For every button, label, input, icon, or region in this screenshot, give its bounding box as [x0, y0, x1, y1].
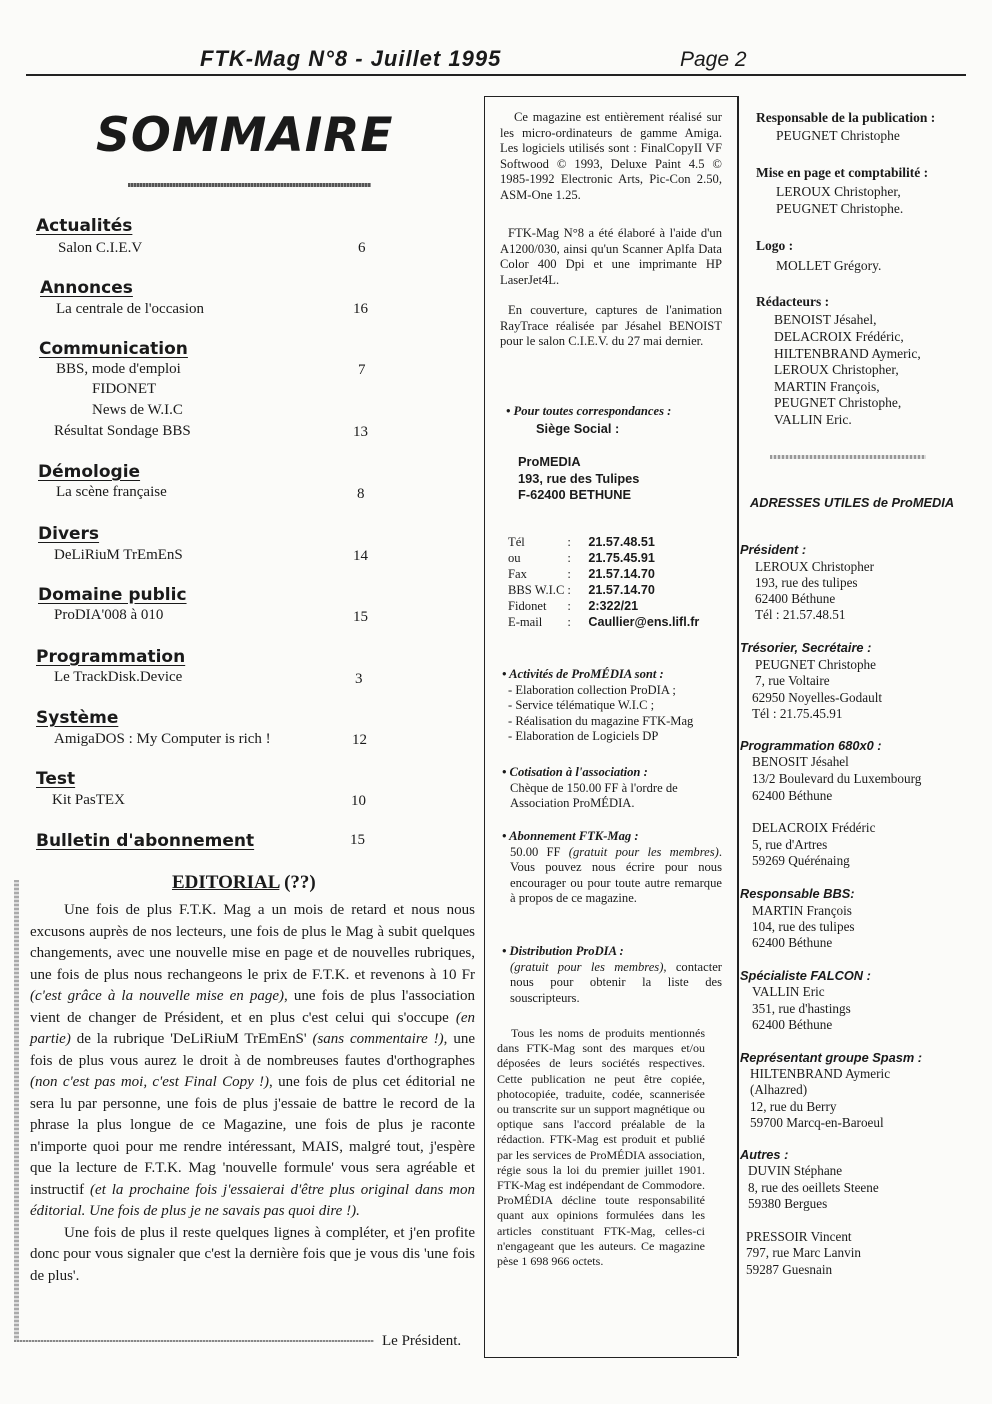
email-link: Caullier@ens.lifl.fr: [588, 615, 700, 629]
toc-page: 14: [353, 548, 368, 564]
credit-name: HILTENBRAND Aymeric,: [774, 346, 921, 361]
credit-name: BENOIST Jésahel,: [774, 312, 877, 327]
role-line: 7, rue Voltaire: [755, 673, 830, 688]
credit-label: Logo :: [756, 238, 794, 253]
toc-section-title: Actualités: [36, 216, 133, 236]
role-line: 62400 Béthune: [752, 1017, 833, 1032]
editorial-paragraph: Une fois de plus F.T.K. Mag a un mois de retard et nous nous excusons auprès de nos lecteurs, une fois de plus le Mag à subit quelques changements, avec une nouvelle mise en page et de nouvelles rubriques, une fois de plus nous rechangeons le prix de F.T.K. et revenons à 10 Fr (c'est grâce à la nouvelle mise en page), une fois de plus l'association vient de changer de Président, et en plus c'est celui qui s'occupe (en partie) de la rubrique 'DeLiRiuM TrEmEnS' (sans commentaire !), une fois de plus vous aurez le droit à de nombreuses fautes d'orthographes (non c'est pas moi, c'est Final Copy !), une fois de plus cet éditorial ne sera lu par personne, une fois de plus j'essaie de battre le record de la phrase la plus longue de ce Magazine, une fois de plus je raconte n'importe quoi pour me rendre intéressant, MAIS, malgré tout, j'espère que la lecture de F.T.K. Mag 'nouvelle formule' vous sera agréable et instructif (et la prochaine fois j'essaierai d'être plus original dans mon éditorial. Une fois de plus je ne savais pas quoi dire !).: [30, 902, 475, 1219]
credit-label: Rédacteurs :: [756, 294, 830, 309]
colophon-intro: Ce magazine est entièrement réalisé sur les micro-ordinateurs de gamme Amiga. Les logiciels utilisés sont : FinalCopyII VF Softwood © 1993, Deluxe Paint 4.5 © 1985-1992 Electronic Arts, Pic-Con 2.50, ASM-One 1.25.: [500, 110, 722, 202]
role-line: BENOSIT Jésahel: [752, 754, 849, 769]
role-line: 351, rue d'hastings: [752, 1001, 851, 1016]
credit-name: PEUGNET Christophe: [776, 128, 900, 143]
distribution-block: • Distribution ProDIA : (gratuit pour les membres), contacter nous pour obtenir la liste des souscripteurs.: [502, 944, 722, 1005]
toc-item: AmigaDOS : My Computer is rich !: [54, 731, 271, 747]
address-line: 193, rue des Tulipes: [518, 471, 640, 486]
toc-page: 15: [350, 832, 365, 848]
toc-item: FIDONET: [92, 381, 157, 397]
role-line: PRESSOIR Vincent: [746, 1229, 852, 1244]
toc-item: La scène française: [56, 484, 167, 500]
activities-block: • Activités de ProMÉDIA sont : - Elaboration collection ProDIA ; - Service télématique W.I.C ; - Réalisation du magazine FTK-Mag - Elaboration de Logiciels DP: [502, 667, 694, 743]
toc-page: 3: [355, 671, 363, 687]
role-line: 8, rue des oeillets Steene: [748, 1180, 879, 1195]
role-line: 797, rue Marc Lanvin: [746, 1245, 861, 1260]
sommaire-title: SOMMAIRE: [96, 108, 394, 163]
toc-page: 10: [351, 793, 366, 809]
toc-item: La centrale de l'occasion: [56, 301, 205, 317]
toc-page: 7: [358, 362, 366, 378]
contact-row: E-mail : Caullier@ens.lifl.fr: [508, 614, 702, 630]
credit-name: VALLIN Eric.: [774, 412, 852, 427]
address-line: F-62400 BETHUNE: [518, 487, 632, 502]
toc-page: 13: [353, 424, 368, 440]
toc-section-title: Domaine public: [38, 585, 187, 605]
toc-item: Résultat Sondage BBS: [54, 423, 191, 439]
siege-label: Siège Social :: [536, 421, 620, 436]
role-line: Tél : 21.75.45.91: [752, 706, 843, 721]
role-line: 59380 Bergues: [748, 1196, 828, 1211]
role-line: 13/2 Boulevard du Luxembourg: [752, 771, 922, 786]
toc-section-title: Test: [36, 769, 76, 789]
editorial-paragraph: Une fois de plus il reste quelques lignes à compléter, et j'en profite donc pour vous signaler que c'est la dernière fois que je vous dis 'une fois de plus'.: [30, 1224, 475, 1284]
editorial-heading-suffix: (??): [284, 872, 316, 893]
credit-name: PEUGNET Christophe.: [776, 201, 904, 216]
editorial-signature: Le Président.: [382, 1333, 462, 1349]
toc-item: Le TrackDisk.Device: [54, 669, 183, 685]
role-label: Responsable BBS:: [740, 886, 855, 901]
credit-name: PEUGNET Christophe,: [774, 395, 902, 410]
role-line: 59287 Guesnain: [746, 1262, 833, 1277]
page-header: [0, 0, 992, 80]
toc-page: 8: [357, 486, 365, 502]
role-line: LEROUX Christopher: [755, 559, 875, 574]
address-line: ProMEDIA: [518, 454, 581, 469]
editorial-heading: EDITORIAL: [172, 872, 280, 893]
toc-item: Salon C.I.E.V: [58, 240, 143, 256]
editorial-side-rule: [14, 880, 19, 1340]
role-line: 59269 Quérénaing: [752, 853, 850, 868]
contact-row: Fax : 21.57.14.70: [508, 567, 655, 581]
column-rule: [737, 96, 739, 1356]
role-line: 104, rue des tulipes: [752, 919, 855, 934]
editorial-bottom-rule: [14, 1340, 374, 1342]
abonnement-block: • Abonnement FTK-Mag : 50.00 FF (gratuit pour les membres). Vous pouvez nous écrire pour nous encourager ou pour toute autre remarque à propos de ce magazine.: [502, 829, 722, 905]
page-number: Page 2: [680, 48, 747, 71]
toc-section-title: Programmation: [36, 647, 186, 667]
role-line: 62950 Noyelles-Godault: [752, 690, 883, 705]
toc-section-title: Divers: [38, 524, 100, 544]
toc-section-title: Système: [36, 708, 119, 728]
cotisation-block: • Cotisation à l'association : Chèque de 150.00 FF à l'ordre de Association ProMÉDIA.: [502, 765, 678, 810]
role-line: 62400 Béthune: [752, 935, 833, 950]
contacts-table: [508, 534, 702, 630]
contact-row: Fidonet : 2:322/21: [508, 599, 639, 613]
correspondence-label: • Pour toutes correspondances :: [506, 404, 672, 418]
toc-page: 15: [353, 609, 368, 625]
credit-name: DELACROIX Frédéric,: [774, 329, 904, 344]
credit-name: LEROUX Christopher,: [774, 362, 899, 377]
role-label: Spécialiste FALCON :: [740, 968, 871, 983]
role-label: Président :: [740, 542, 807, 557]
colophon-intro: En couverture, captures de l'animation RayTrace réalisée par Jésahel BENOIST pour le salon C.I.E.V. du 27 mai dernier.: [500, 303, 722, 348]
role-line: 59700 Marcq-en-Baroeul: [750, 1115, 884, 1130]
credit-label: Responsable de la publication :: [756, 110, 936, 125]
colophon-intro: FTK-Mag N°8 a été élaboré à l'aide d'un A1200/030, ainsi qu'un Scanner Aplfa Data Color 400 Dpi et une imprimante HP LaserJet4L.: [500, 226, 722, 287]
role-line: 62400 Béthune: [755, 591, 836, 606]
role-line: HILTENBRAND Aymeric: [750, 1066, 891, 1081]
toc-section-title: Communication: [39, 339, 188, 359]
toc-item: ProDIA'008 à 010: [54, 607, 164, 623]
toc-item: DeLiRiuM TrEmEnS: [54, 547, 183, 563]
role-line: MARTIN François: [752, 903, 852, 918]
role-label: Trésorier, Secrétaire :: [740, 640, 872, 655]
role-line: 12, rue du Berry: [750, 1099, 837, 1114]
credit-name: MARTIN François,: [774, 379, 880, 394]
role-label: Autres :: [740, 1147, 789, 1162]
editorial-title: [172, 872, 316, 894]
role-line: DELACROIX Frédéric: [752, 820, 876, 835]
header-rule: [26, 74, 966, 76]
useful-addresses-title: ADRESSES UTILES de ProMEDIA: [750, 495, 955, 510]
toc-page: 12: [352, 732, 367, 748]
toc-item: BBS, mode d'emploi: [56, 361, 181, 377]
role-line: 193, rue des tulipes: [755, 575, 858, 590]
toc-page: 6: [358, 240, 366, 256]
toc-page: 16: [353, 301, 368, 317]
role-line: PEUGNET Christophe: [755, 657, 877, 672]
toc-item: News de W.I.C: [92, 402, 183, 418]
divider: [770, 455, 926, 459]
legal-notice: Tous les noms de produits mentionnés dans FTK-Mag sont des marques et/ou déposées de leurs sociétés respectives. Cette publication ne peut être copiée, photocopiée, traduite, codée, scannerisée ou transcrite sur un support magnétique ou optique sans l'accord préalable de la rédaction. FTK-Mag est produit et publié par les services de ProMÉDIA association, régie sous la loi du premier juillet 1901. FTK-Mag est indépendant de Commodore. ProMÉDIA décline toute responsabilité quant aux opinions formulées dans les articles constituant FTK-Mag, celles-ci n'engageant que les auteurs. Ce magazine pèse 1 698 966 octets.: [497, 1026, 705, 1269]
role-line: 62400 Béthune: [752, 788, 833, 803]
contact-row: Tél : 21.57.48.51: [508, 535, 655, 549]
toc-item: Kit PasTEX: [52, 792, 125, 808]
editorial-body: [30, 900, 475, 1287]
role-line: VALLIN Eric: [752, 984, 825, 999]
role-line: DUVIN Stéphane: [748, 1163, 843, 1178]
role-label: Représentant groupe Spasm :: [740, 1050, 923, 1065]
credit-name: MOLLET Grégory.: [776, 258, 882, 273]
credit-label: Mise en page et comptabilité :: [756, 165, 929, 180]
contact-row: ou : 21.75.45.91: [508, 551, 655, 565]
role-line: (Alhazred): [750, 1082, 808, 1097]
credit-name: LEROUX Christopher,: [776, 184, 901, 199]
role-label: Programmation 680x0 :: [740, 738, 882, 753]
toc-section-title: Annonces: [40, 278, 133, 298]
role-line: 5, rue d'Artres: [752, 837, 828, 852]
sommaire-rule: [128, 183, 371, 187]
toc-section-title: Bulletin d'abonnement: [36, 831, 255, 851]
contact-row: BBS W.I.C : 21.57.14.70: [508, 583, 655, 597]
role-line: Tél : 21.57.48.51: [755, 607, 846, 622]
toc-section-title: Démologie: [38, 462, 141, 482]
magazine-issue-title: FTK-Mag N°8 - Juillet 1995: [200, 46, 502, 71]
